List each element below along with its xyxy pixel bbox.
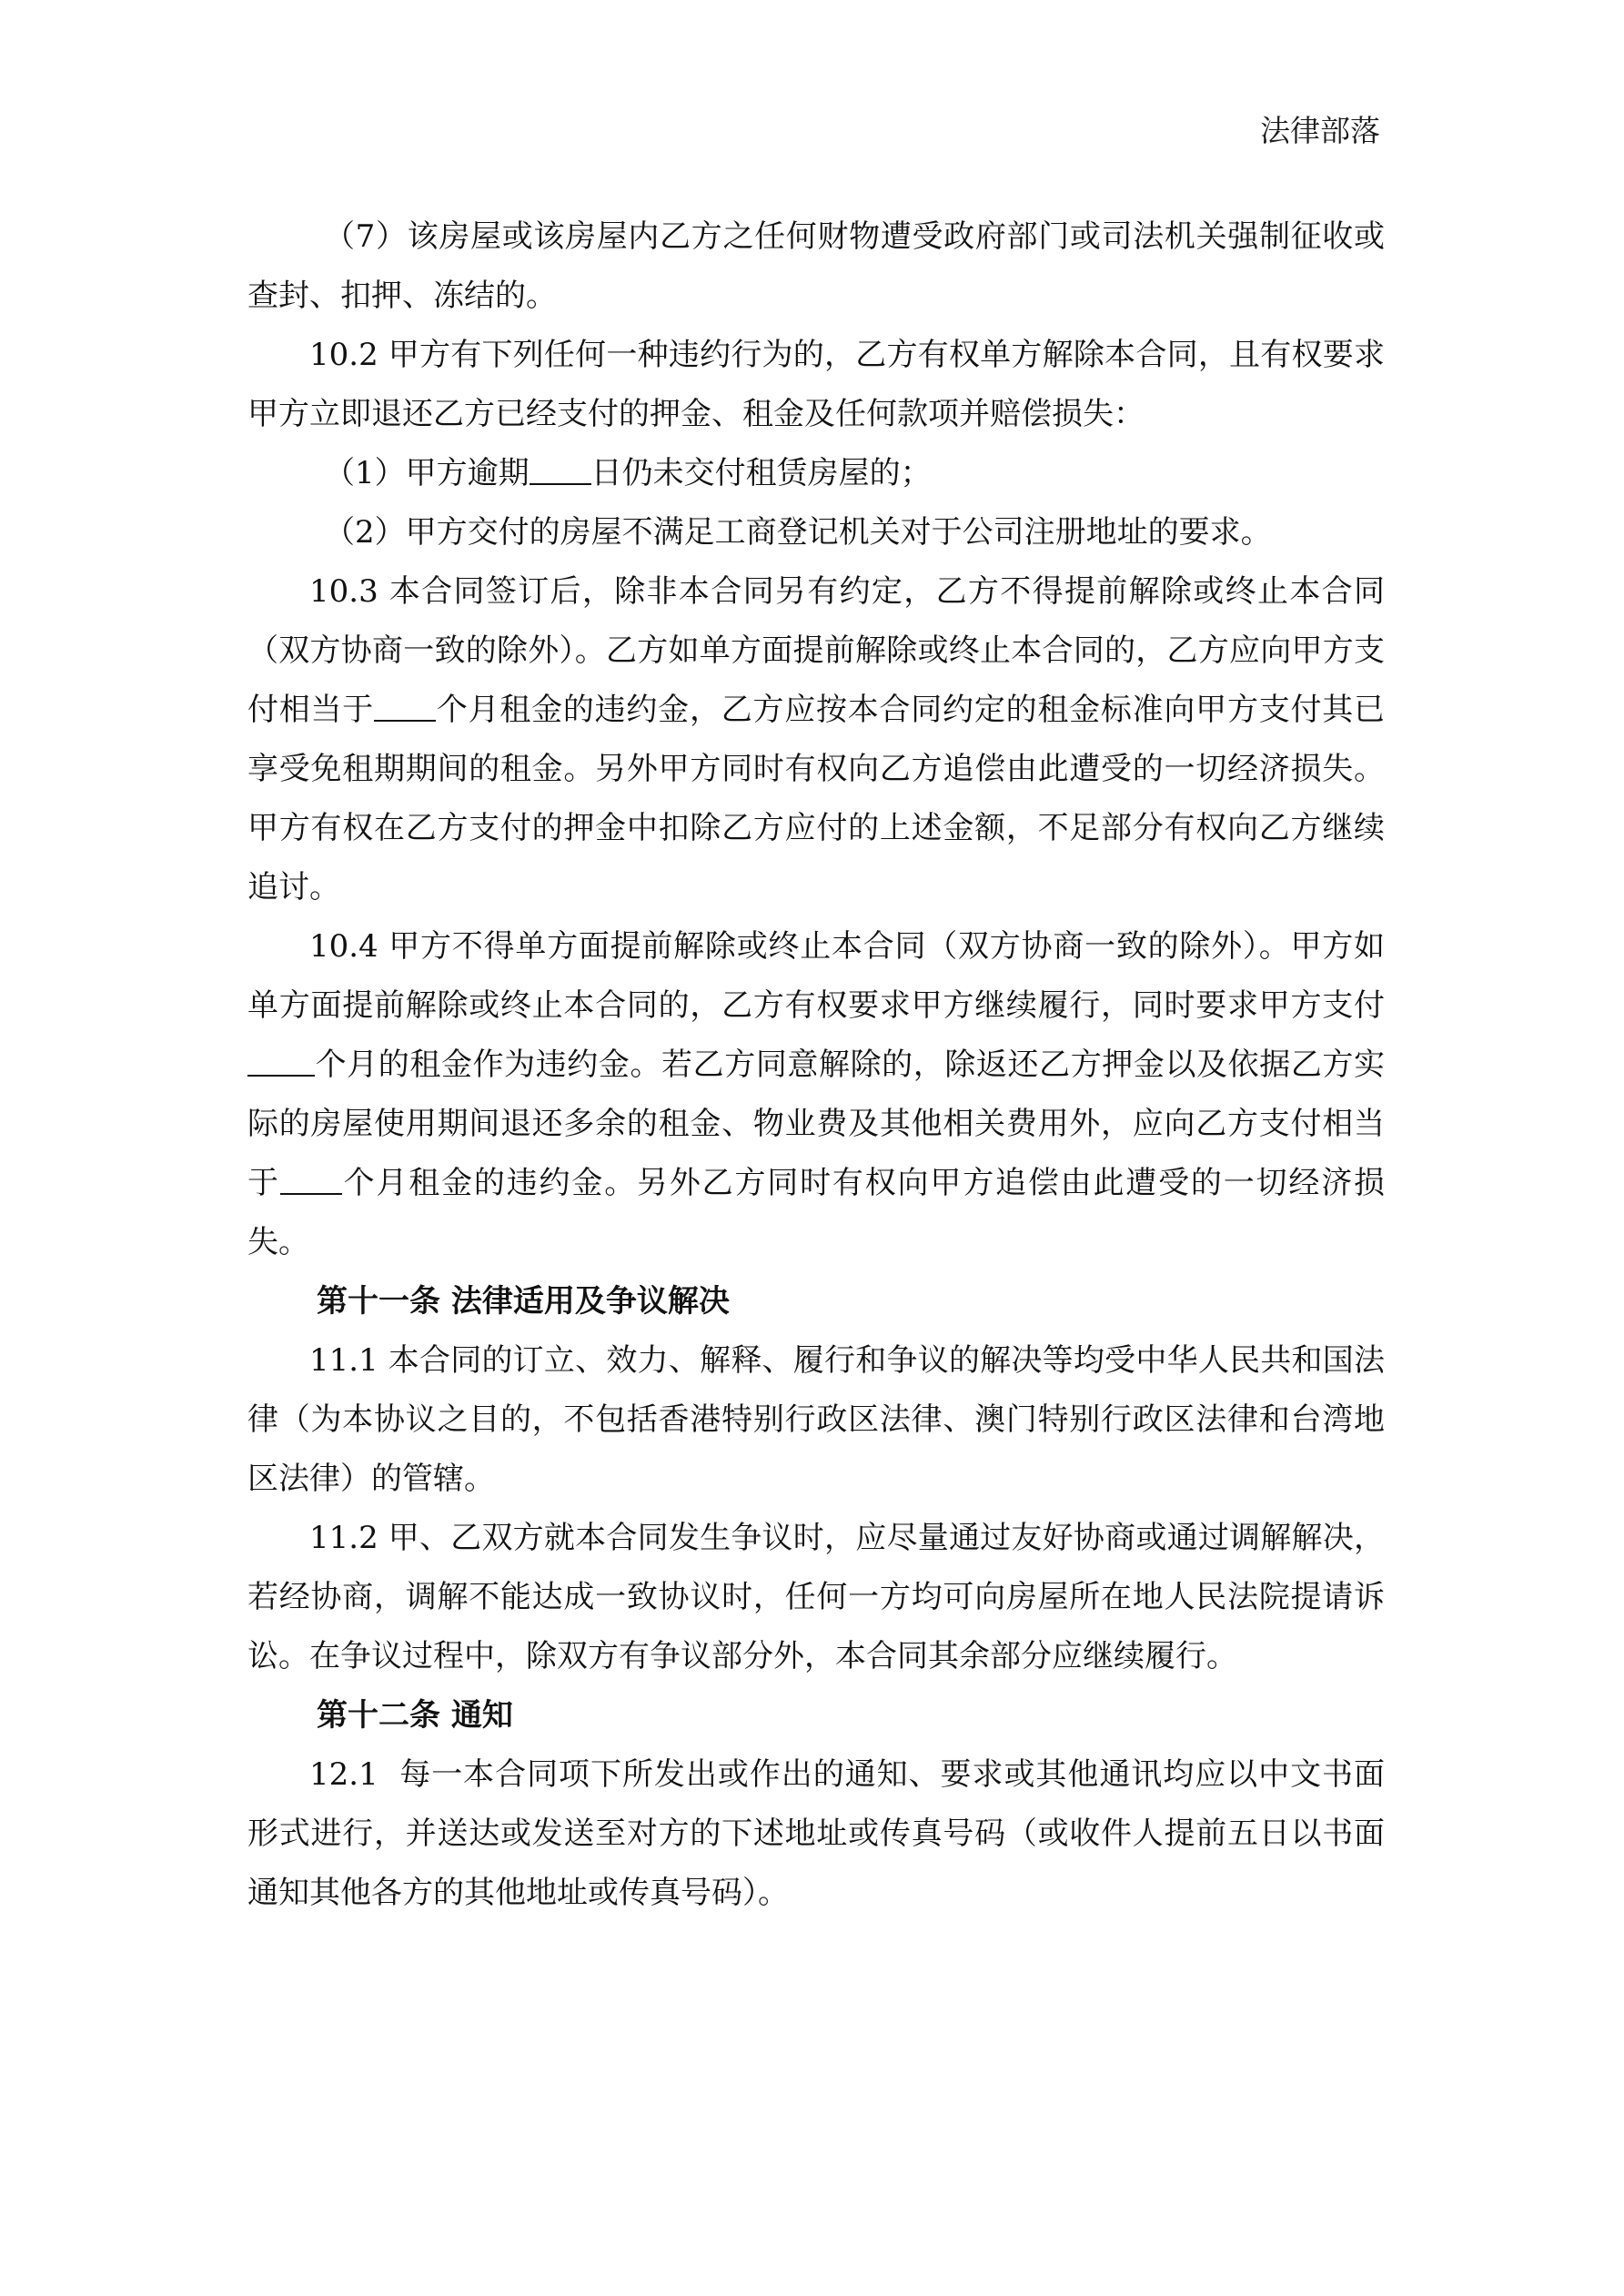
clause-12-1: 12.1 每一本合同项下所发出或作出的通知、要求或其他通讯均应以中文书面形式进行，并送达或发送至对方的下述地址或传真号码（或收件人提前五日以书面通知其他各方的其他地址或传真号码）。 xyxy=(247,1756,1385,1911)
clause-text: 日仍未交付租赁房屋的； xyxy=(590,455,932,491)
clause-10-2-1 xyxy=(247,444,1385,503)
clause-11-2: 11.2 甲、乙双方就本合同发生争议时，应尽量通过友好协商或通过调解解决，若经协商，调解不能达成一致协议时，任何一方均可向房屋所在地人民法院提请诉讼。在争议过程中，除双方有争议部分外，本合同其余部分应继续履行。 xyxy=(247,1520,1385,1674)
clause-10-4 xyxy=(247,917,1385,1272)
blank-line xyxy=(530,452,591,485)
clause-10-3 xyxy=(247,562,1385,917)
section-heading-11: 第十一条 法律适用及争议解决 xyxy=(317,1283,730,1320)
document-body xyxy=(247,207,1385,1923)
section-heading-12: 第十二条 通知 xyxy=(317,1697,513,1734)
clause-text: 10.3 本合同签订后，除非本合同另有约定，乙方不得提前解除或终止本合同（双方协商一致的除外）。乙方如单方面提前解除或终止本合同的，乙方应向甲方支付相当于 xyxy=(247,573,1385,728)
clause-10-2-2: （2）甲方交付的房屋不满足工商登记机关对于公司注册地址的要求。 xyxy=(324,514,1272,551)
page-header: 法律部落 xyxy=(1260,113,1380,148)
blank-line xyxy=(374,689,436,722)
clause-text: 个月租金的违约金，乙方应按本合同约定的租金标准向甲方支付其已享受免租期期间的租金。另外甲方同时有权向乙方追偿由此遭受的一切经济损失。甲方有权在乙方支付的押金中扣除乙方应付的上述金额，不足部分有权向乙方继续追讨。 xyxy=(247,692,1386,905)
clause-text: 个月租金的违约金。另外乙方同时有权向甲方追偿由此遭受的一切经济损失。 xyxy=(247,1165,1386,1260)
clause-10-1-7: （7）该房屋或该房屋内乙方之任何财物遭受政府部门或司法机关强制征收或查封、扣押、冻结的。 xyxy=(247,218,1385,314)
clause-text: 个月的租金作为违约金。若乙方同意解除的，除返还乙方押金以及依据乙方实际的房屋使用期间退还多余的租金、物业费及其他相关费用外，应向乙方支付相当于 xyxy=(247,1047,1385,1201)
clause-10-2: 10.2 甲方有下列任何一种违约行为的，乙方有权单方解除本合同，且有权要求甲方立即退还乙方已经支付的押金、租金及任何款项并赔偿损失： xyxy=(247,337,1385,432)
clause-text: 10.4 甲方不得单方面提前解除或终止本合同（双方协商一致的除外）。甲方如单方面提前解除或终止本合同的，乙方有权要求甲方继续履行，同时要求甲方支付 xyxy=(247,928,1385,1024)
clause-11-1: 11.1 本合同的订立、效力、解释、履行和争议的解决等均受中华人民共和国法律（为本协议之目的，不包括香港特别行政区法律、澳门特别行政区法律和台湾地区法律）的管辖。 xyxy=(247,1342,1385,1497)
blank-line xyxy=(247,1044,315,1077)
clause-text: （1）甲方逾期 xyxy=(324,455,530,491)
blank-line xyxy=(280,1162,342,1195)
